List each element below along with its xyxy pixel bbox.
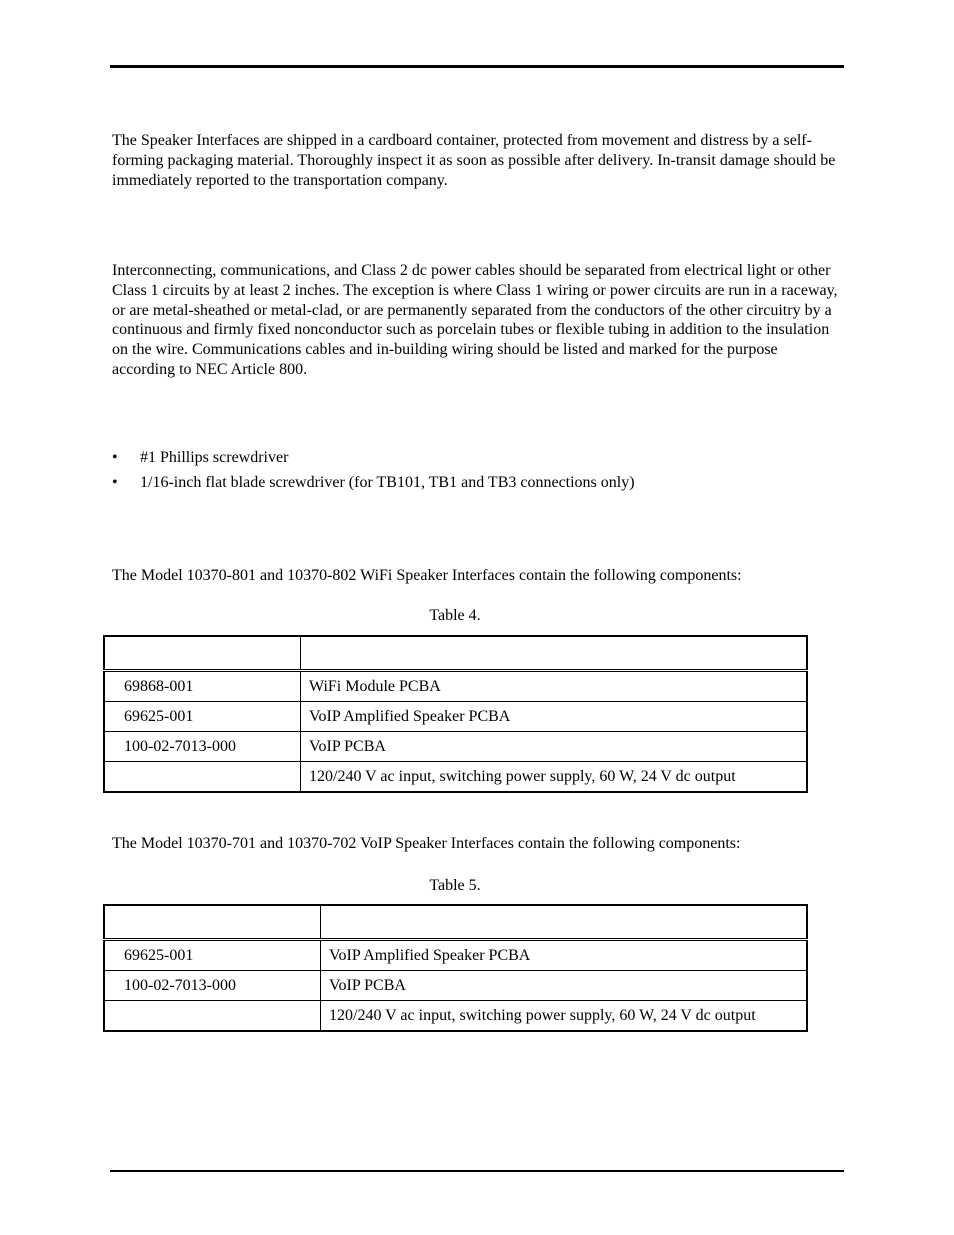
table-5-caption: Table 5. <box>429 877 481 894</box>
description-cell: VoIP PCBA <box>301 732 808 762</box>
list-item <box>112 448 842 473</box>
part-number-cell: 100-02-7013-000 <box>104 971 321 1001</box>
table-row <box>104 671 807 702</box>
table-row <box>104 1001 807 1032</box>
table-row <box>104 732 807 762</box>
list-item <box>112 473 842 498</box>
table-row <box>104 971 807 1001</box>
bullet-icon: • <box>112 449 118 466</box>
part-number-cell: 69625-001 <box>104 940 321 971</box>
header-rule <box>110 65 844 68</box>
shipping-paragraph: The Speaker Interfaces are shipped in a cardboard container, protected from movement and distress by a self-forming packaging material. Thoroughly inspect it as soon as possible after delivery. In-transit damage should be immediately reported to the transportation company. <box>112 132 836 189</box>
table-row <box>104 762 807 793</box>
description-cell: VoIP Amplified Speaker PCBA <box>301 702 808 732</box>
bullet-icon: • <box>112 474 118 491</box>
voip-components-intro: The Model 10370-701 and 10370-702 VoIP Speaker Interfaces contain the following components: <box>112 835 741 852</box>
wifi-components-intro: The Model 10370-801 and 10370-802 WiFi Speaker Interfaces contain the following components: <box>112 567 742 584</box>
table-header-row <box>104 636 807 671</box>
part-number-cell: 100-02-7013-000 <box>104 732 301 762</box>
description-cell: 120/240 V ac input, switching power supply, 60 W, 24 V dc output <box>301 762 808 793</box>
part-number-cell: 69625-001 <box>104 702 301 732</box>
table-row <box>104 702 807 732</box>
description-cell: 120/240 V ac input, switching power supply, 60 W, 24 V dc output <box>321 1001 808 1032</box>
table-4-caption: Table 4. <box>429 607 481 624</box>
tools-list <box>112 448 842 498</box>
footer-rule <box>110 1170 844 1172</box>
part-number-cell <box>104 1001 321 1032</box>
wiring-paragraph: Interconnecting, communications, and Class 2 dc power cables should be separated from electrical light or other Class 1 circuits by at least 2 inches. The exception is where Class 1 wiring or power circuits are run in a raceway, or are metal-sheathed or metal-clad, or are permanently separated from the conductors of the other circuitry by a continuous and firmly fixed nonconductor such as porcelain tubes or flexible tubing in addition to the insulation on the wire. Communications cables and in-building wiring should be listed and marked for the purpose according to NEC Article 800. <box>112 262 838 378</box>
table-5 <box>103 904 808 1032</box>
description-cell: WiFi Module PCBA <box>301 671 808 702</box>
table-row <box>104 940 807 971</box>
description-cell: VoIP Amplified Speaker PCBA <box>321 940 808 971</box>
description-cell: VoIP PCBA <box>321 971 808 1001</box>
list-item-text: 1/16-inch flat blade screwdriver (for TB101, TB1 and TB3 connections only) <box>140 474 635 491</box>
table-header-row <box>104 905 807 940</box>
table-4 <box>103 635 808 793</box>
table-header-cell <box>301 636 808 671</box>
table-header-cell <box>104 636 301 671</box>
table-header-cell <box>321 905 808 940</box>
part-number-cell: 69868-001 <box>104 671 301 702</box>
list-item-text: #1 Phillips screwdriver <box>140 449 289 466</box>
part-number-cell <box>104 762 301 793</box>
table-header-cell <box>104 905 321 940</box>
